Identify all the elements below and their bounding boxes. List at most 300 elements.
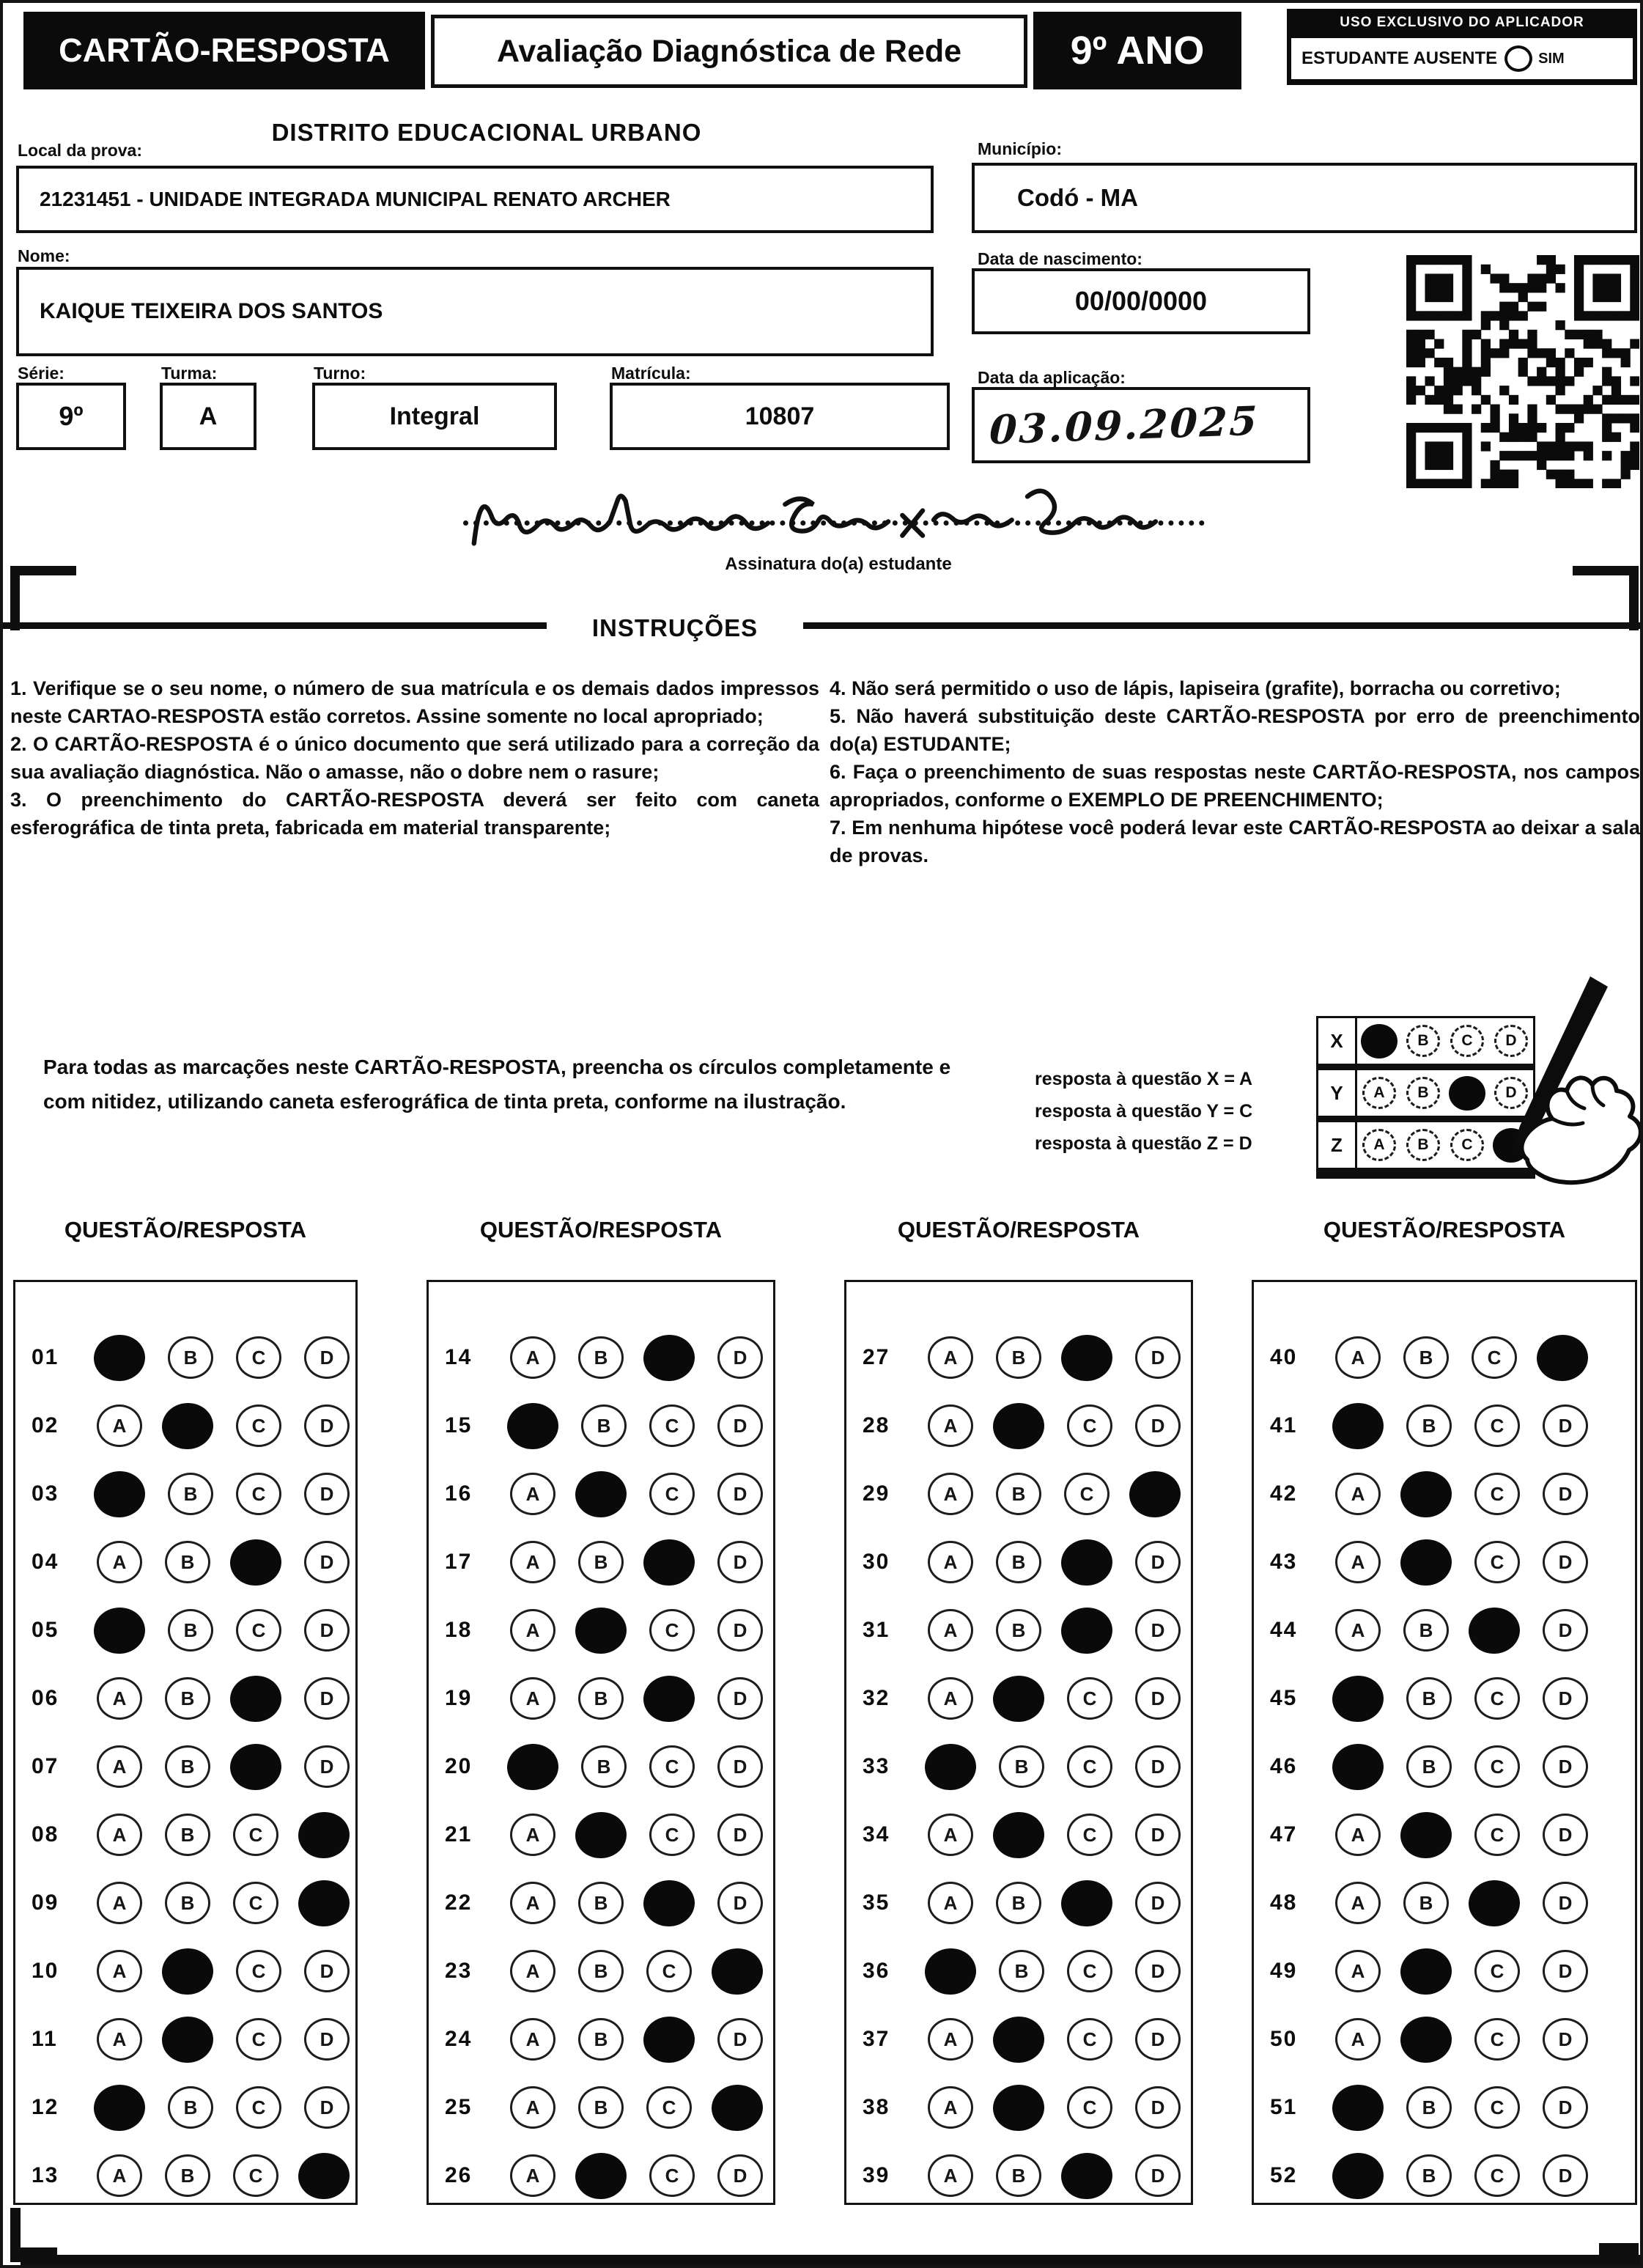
answer-bubble-filled[interactable] — [1535, 1333, 1590, 1382]
answer-bubble-filled[interactable] — [992, 1674, 1046, 1723]
answer-bubble[interactable]: C — [1474, 1814, 1520, 1856]
answer-bubble[interactable]: A — [510, 1609, 555, 1652]
answer-bubble[interactable]: A — [97, 1950, 142, 1992]
question-row — [429, 1332, 773, 1383]
answer-bubble-filled[interactable] — [1399, 1810, 1453, 1860]
answer-bubble[interactable]: B — [168, 2086, 213, 2129]
answer-bubble-filled[interactable] — [1331, 2083, 1385, 2132]
turno-field: Integral — [312, 383, 557, 450]
answer-bubble[interactable]: B — [996, 1882, 1041, 1924]
question-row — [1254, 2082, 1635, 2133]
answer-bubble[interactable]: D — [304, 1336, 350, 1379]
answer-bubble-filled[interactable] — [574, 2151, 628, 2201]
answer-bubble[interactable]: B — [165, 1882, 210, 1924]
answer-bubble[interactable]: C — [1067, 2086, 1112, 2129]
answer-bubble[interactable]: C — [236, 2018, 281, 2061]
answer-bubble[interactable]: A — [510, 2018, 555, 2061]
answer-bubble[interactable]: B — [165, 1745, 210, 1788]
example-row-label: Y — [1318, 1070, 1357, 1116]
bottom-edge-bar — [21, 2255, 1640, 2267]
marking-note: Para todas as marcações neste CARTÃO-RESPOSTA, preencha os círculos completamente e com nitidez, utilizando caneta esferográfica de tinta preta, conforme na ilustração. — [43, 1056, 951, 1113]
answer-bubble[interactable]: D — [1135, 1336, 1181, 1379]
answer-bubble-filled[interactable] — [229, 1537, 283, 1587]
answer-bubble[interactable]: D — [717, 2154, 763, 2197]
school-field: 21231451 - UNIDADE INTEGRADA MUNICIPAL RENATO ARCHER — [16, 166, 934, 233]
answer-bubble[interactable]: D — [1135, 1404, 1181, 1447]
answer-bubble[interactable]: B — [165, 1677, 210, 1720]
answer-bubble[interactable]: A — [928, 1677, 973, 1720]
question-number: 52 — [1270, 2163, 1298, 2187]
question-number: 37 — [863, 2027, 890, 2051]
answer-bubble-filled[interactable] — [992, 1810, 1046, 1860]
answer-bubble[interactable]: A — [928, 2018, 973, 2061]
answer-bubble[interactable]: B — [578, 1677, 624, 1720]
answer-bubble[interactable]: B — [996, 1336, 1041, 1379]
answer-bubble[interactable]: B — [1406, 2086, 1452, 2129]
answer-bubble[interactable]: D — [1543, 1541, 1588, 1583]
applicator-box — [1287, 9, 1637, 85]
answer-bubble[interactable]: C — [1067, 2018, 1112, 2061]
question-number: 32 — [863, 1686, 890, 1710]
answer-bubble[interactable]: B — [578, 2018, 624, 2061]
answer-bubble[interactable]: A — [1335, 2018, 1381, 2061]
question-number: 50 — [1270, 2027, 1298, 2051]
answer-bubble-filled[interactable] — [92, 1469, 147, 1519]
answer-bubble[interactable]: D — [1543, 1609, 1588, 1652]
answer-bubble[interactable]: A — [510, 1950, 555, 1992]
answer-bubble[interactable]: B — [165, 2154, 210, 2197]
answer-bubble[interactable]: A — [928, 2086, 973, 2129]
answer-bubble-filled[interactable] — [160, 2014, 215, 2064]
instruction-item: 6. Faça o preenchimento de suas respostas neste CARTÃO-RESPOSTA, nos campos apropriados, conforme o EXEMPLO DE PREENCHIMENTO; — [830, 761, 1640, 811]
serie-field: 9º — [16, 383, 126, 450]
name-label: Nome: — [18, 246, 70, 265]
turma-label: Turma: — [161, 364, 218, 383]
question-number: 48 — [1270, 1890, 1298, 1915]
answer-bubble[interactable]: C — [649, 1473, 695, 1515]
answer-bubble[interactable]: C — [1472, 1336, 1517, 1379]
answer-bubble[interactable]: A — [928, 1473, 973, 1515]
application-date-handwritten: 03.09.2025 — [988, 397, 1260, 454]
answer-bubble[interactable]: C — [646, 2086, 692, 2129]
instruction-item: 1. Verifique se o seu nome, o número de sua matrícula e os demais dados impressos neste CARTAO-RESPOSTA estão corretos. Assine somente no local apropriado; — [10, 677, 819, 727]
question-number: 38 — [863, 2095, 890, 2119]
matricula-field: 10807 — [610, 383, 950, 450]
answer-bubble-filled[interactable] — [923, 1742, 978, 1792]
answer-bubble[interactable]: A — [97, 2018, 142, 2061]
answer-bubble[interactable]: B — [578, 1882, 624, 1924]
answer-bubble[interactable]: C — [1067, 1814, 1112, 1856]
municipality-field: Codó - MA — [972, 163, 1637, 233]
answer-bubble[interactable]: C — [1067, 1950, 1112, 1992]
answer-bubble[interactable]: A — [928, 1404, 973, 1447]
answer-bubble[interactable]: A — [928, 1882, 973, 1924]
signature-label: Assinatura do(a) estudante — [725, 554, 952, 574]
answer-bubble[interactable]: B — [578, 2086, 624, 2129]
example-bubble: A — [1362, 1077, 1396, 1109]
answer-bubble-filled[interactable] — [1331, 1674, 1385, 1723]
absent-mark-circle[interactable] — [1504, 45, 1532, 72]
answer-bubble[interactable]: D — [304, 1609, 350, 1652]
question-number: 04 — [32, 1550, 59, 1574]
answer-bubble[interactable]: A — [1335, 1609, 1381, 1652]
answer-bubble[interactable]: C — [1474, 2154, 1520, 2197]
answer-bubble[interactable]: D — [1543, 2086, 1588, 2129]
answer-bubble[interactable]: D — [717, 1814, 763, 1856]
answer-bubble[interactable]: A — [97, 1814, 142, 1856]
answer-bubble-filled[interactable] — [923, 1946, 978, 1996]
answer-bubble[interactable]: D — [1543, 1950, 1588, 1992]
answer-bubble[interactable]: D — [304, 1473, 350, 1515]
question-row — [15, 1945, 355, 1997]
answer-bubble-filled[interactable] — [229, 1742, 283, 1792]
answer-bubble[interactable]: C — [233, 1882, 278, 1924]
answer-bubble[interactable]: A — [1335, 1814, 1381, 1856]
example-row-label: Z — [1318, 1122, 1357, 1168]
answer-bubble[interactable]: C — [1474, 1677, 1520, 1720]
answer-bubble[interactable]: A — [510, 2086, 555, 2129]
answer-bubble[interactable]: D — [304, 1541, 350, 1583]
answer-bubble[interactable]: A — [928, 1336, 973, 1379]
question-row — [1254, 1945, 1635, 1997]
answer-bubble[interactable]: B — [165, 1814, 210, 1856]
answer-bubble[interactable]: C — [236, 2086, 281, 2129]
question-row — [846, 1468, 1191, 1520]
corner-mark-top-left — [10, 566, 76, 575]
column-header: QUESTÃO/RESPOSTA — [897, 1217, 1140, 1242]
answer-bubble[interactable]: C — [649, 1404, 695, 1447]
question-number: 29 — [863, 1481, 890, 1506]
answer-bubble[interactable]: D — [1543, 1404, 1588, 1447]
answer-bubble-filled[interactable] — [297, 1878, 351, 1928]
question-row — [15, 1809, 355, 1860]
answer-bubble[interactable]: D — [1543, 1745, 1588, 1788]
answer-bubble-filled[interactable] — [574, 1469, 628, 1519]
answer-bubble[interactable]: A — [928, 1541, 973, 1583]
answer-bubble[interactable]: A — [928, 1609, 973, 1652]
answer-bubble[interactable]: D — [717, 1745, 763, 1788]
question-row — [846, 1605, 1191, 1656]
answer-bubble[interactable]: D — [1135, 2154, 1181, 2197]
question-row — [15, 1605, 355, 1656]
question-row — [15, 1536, 355, 1588]
answer-bubble[interactable]: B — [168, 1336, 213, 1379]
answer-bubble[interactable]: D — [1135, 1882, 1181, 1924]
answer-bubble-filled[interactable] — [992, 2083, 1046, 2132]
answer-bubble[interactable]: D — [1543, 1677, 1588, 1720]
question-row — [1254, 1468, 1635, 1520]
answer-bubble[interactable]: A — [510, 1336, 555, 1379]
answer-bubble-filled[interactable] — [574, 1810, 628, 1860]
instruction-item: 7. Em nenhuma hipótese você poderá levar este CARTÃO-RESPOSTA ao deixar a sala de provas. — [830, 817, 1640, 866]
answer-bubble[interactable]: A — [97, 1882, 142, 1924]
question-row — [15, 1673, 355, 1724]
answer-bubble[interactable]: D — [1135, 2086, 1181, 2129]
answer-bubble[interactable]: A — [928, 2154, 973, 2197]
answer-bubble-filled[interactable] — [642, 1333, 696, 1382]
example-bubble: C — [1450, 1129, 1484, 1161]
answer-bubble[interactable]: B — [996, 1609, 1041, 1652]
answer-bubble[interactable]: A — [1335, 1950, 1381, 1992]
answer-bubble-filled[interactable] — [1467, 1605, 1521, 1655]
answer-bubble[interactable]: C — [649, 1814, 695, 1856]
answer-bubble[interactable]: B — [1406, 1745, 1452, 1788]
answer-bubble[interactable]: D — [304, 2086, 350, 2129]
answer-bubble[interactable]: B — [996, 2154, 1041, 2197]
answer-bubble[interactable]: C — [1067, 1404, 1112, 1447]
question-number: 12 — [32, 2095, 59, 2119]
instructions-rule-left — [3, 622, 547, 629]
answer-bubble[interactable]: D — [1543, 1814, 1588, 1856]
answer-bubble-filled[interactable] — [1399, 1469, 1453, 1519]
answer-bubble[interactable]: C — [1474, 2086, 1520, 2129]
answer-bubble[interactable]: B — [578, 1950, 624, 1992]
question-number: 17 — [445, 1550, 473, 1574]
answer-bubble-filled[interactable] — [506, 1401, 560, 1451]
answer-bubble[interactable]: C — [233, 1814, 278, 1856]
answer-bubble[interactable]: C — [1064, 1473, 1110, 1515]
answer-bubble[interactable]: D — [717, 1336, 763, 1379]
answer-bubble[interactable]: C — [1474, 1473, 1520, 1515]
answer-bubble[interactable]: A — [510, 1677, 555, 1720]
answer-bubble[interactable]: C — [1474, 1950, 1520, 1992]
answer-bubble[interactable]: C — [236, 1404, 281, 1447]
answer-bubble[interactable]: B — [1406, 1404, 1452, 1447]
answer-bubble-filled[interactable] — [1060, 1537, 1114, 1587]
answer-bubble-filled[interactable] — [160, 1401, 215, 1451]
answer-bubble[interactable]: A — [97, 1541, 142, 1583]
answer-bubble[interactable]: C — [649, 1609, 695, 1652]
answer-bubble[interactable]: D — [304, 1677, 350, 1720]
answer-bubble[interactable]: C — [649, 2154, 695, 2197]
example-bubble: D — [1494, 1025, 1528, 1057]
answer-bubble[interactable]: B — [165, 1541, 210, 1583]
answer-bubble[interactable]: D — [717, 1882, 763, 1924]
answer-bubble-filled[interactable] — [642, 2014, 696, 2064]
answer-bubble[interactable]: B — [1403, 1609, 1449, 1652]
answer-bubble[interactable]: B — [999, 1950, 1044, 1992]
answer-bubble-filled[interactable] — [710, 2083, 764, 2132]
question-number: 18 — [445, 1618, 473, 1642]
question-number: 43 — [1270, 1550, 1298, 1574]
answer-bubble[interactable]: A — [1335, 1541, 1381, 1583]
answer-bubble[interactable]: D — [1543, 1882, 1588, 1924]
answer-bubble[interactable]: A — [97, 1404, 142, 1447]
answer-bubble[interactable]: A — [1335, 1473, 1381, 1515]
answer-bubble[interactable]: D — [717, 2018, 763, 2061]
answer-bubble[interactable]: D — [1135, 1677, 1181, 1720]
answer-bubble[interactable]: B — [999, 1745, 1044, 1788]
turma-field: A — [160, 383, 256, 450]
answer-bubble[interactable]: B — [168, 1473, 213, 1515]
question-number: 33 — [863, 1754, 890, 1778]
answer-bubble-filled[interactable] — [1467, 1878, 1521, 1928]
answer-bubble-filled[interactable] — [642, 1537, 696, 1587]
answer-bubble-filled[interactable] — [506, 1742, 560, 1792]
answer-bubble[interactable]: B — [581, 1404, 627, 1447]
corner-mark-top-left-stem — [10, 566, 20, 630]
signature-line — [463, 520, 1205, 526]
question-row — [846, 1332, 1191, 1383]
absent-option-label: SIM — [1538, 50, 1565, 67]
answer-bubble[interactable]: C — [236, 1950, 281, 1992]
question-number: 36 — [863, 1959, 890, 1983]
answer-bubble-filled[interactable] — [1399, 1537, 1453, 1587]
answer-bubble[interactable]: A — [97, 1745, 142, 1788]
answer-bubble[interactable]: A — [510, 1473, 555, 1515]
answer-bubble-filled[interactable] — [1331, 2151, 1385, 2201]
answer-bubble[interactable]: D — [1135, 2018, 1181, 2061]
instruction-item: 2. O CARTÃO-RESPOSTA é o único documento que será utilizado para a correção da sua avaliação diagnóstica. Não o amasse, não o dobre nem o rasure; — [10, 733, 819, 783]
answer-bubble[interactable]: C — [1474, 2018, 1520, 2061]
answer-bubble[interactable]: A — [510, 2154, 555, 2197]
example-bubble: B — [1406, 1077, 1440, 1109]
answer-bubble-filled[interactable] — [1331, 1401, 1385, 1451]
question-row — [846, 2150, 1191, 2201]
application-date-label: Data da aplicação: — [978, 368, 1126, 387]
answer-bubble-filled[interactable] — [574, 1605, 628, 1655]
answer-bubble[interactable]: D — [1135, 1950, 1181, 1992]
question-row — [15, 2014, 355, 2065]
answer-bubble[interactable]: D — [717, 1473, 763, 1515]
example-row-label: X — [1318, 1018, 1357, 1064]
answer-bubble[interactable]: D — [1543, 2018, 1588, 2061]
question-row — [429, 2150, 773, 2201]
question-row — [429, 1877, 773, 1929]
answer-bubble[interactable]: D — [1135, 1745, 1181, 1788]
question-row — [1254, 1400, 1635, 1451]
answer-bubble[interactable]: A — [1335, 1336, 1381, 1379]
answer-bubble[interactable]: B — [1406, 1677, 1452, 1720]
question-number: 26 — [445, 2163, 473, 2187]
answer-bubble[interactable]: A — [510, 1541, 555, 1583]
answer-bubble[interactable]: D — [304, 2018, 350, 2061]
question-number: 01 — [32, 1345, 59, 1369]
answer-bubble-filled[interactable] — [1060, 1605, 1114, 1655]
answer-bubble[interactable]: B — [578, 1541, 624, 1583]
answer-bubble-filled[interactable] — [297, 2151, 351, 2201]
question-number: 20 — [445, 1754, 473, 1778]
answer-bubble[interactable]: A — [510, 1882, 555, 1924]
question-row — [1254, 1741, 1635, 1792]
answer-bubble[interactable]: C — [236, 1336, 281, 1379]
answer-bubble[interactable]: B — [996, 1473, 1041, 1515]
answer-bubble[interactable]: C — [1474, 1541, 1520, 1583]
question-row — [429, 1468, 773, 1520]
answer-bubble[interactable]: D — [1135, 1541, 1181, 1583]
answer-bubble[interactable]: D — [1543, 1473, 1588, 1515]
question-number: 23 — [445, 1959, 473, 1983]
answer-bubble[interactable]: D — [1135, 1609, 1181, 1652]
answer-bubble[interactable]: D — [1543, 2154, 1588, 2197]
question-row — [1254, 1605, 1635, 1656]
answer-bubble-filled[interactable] — [710, 1946, 764, 1996]
answer-bubble[interactable]: C — [649, 1745, 695, 1788]
answer-bubble[interactable]: C — [1067, 1745, 1112, 1788]
question-number: 30 — [863, 1550, 890, 1574]
question-row — [15, 1877, 355, 1929]
answer-bubble[interactable]: B — [1403, 1336, 1449, 1379]
example-bubble: B — [1406, 1129, 1440, 1161]
answer-bubble-filled[interactable] — [1060, 1333, 1114, 1382]
answer-bubble[interactable]: D — [304, 1950, 350, 1992]
answer-bubble[interactable]: D — [304, 1404, 350, 1447]
answer-bubble[interactable]: A — [510, 1814, 555, 1856]
answer-bubble[interactable]: D — [717, 1541, 763, 1583]
column-header: QUESTÃO/RESPOSTA — [479, 1217, 723, 1242]
question-row — [429, 1536, 773, 1588]
answer-bubble-filled[interactable] — [1060, 1878, 1114, 1928]
answer-bubble[interactable]: A — [97, 2154, 142, 2197]
answer-bubble[interactable]: B — [996, 1541, 1041, 1583]
answer-bubble[interactable]: B — [581, 1745, 627, 1788]
answer-bubble[interactable]: D — [1135, 1814, 1181, 1856]
answer-bubble[interactable]: D — [304, 1745, 350, 1788]
corner-mark-top-right-stem — [1629, 566, 1639, 630]
instruction-item: 5. Não haverá substituição deste CARTÃO-RESPOSTA por erro de preenchimento do(a) ESTUDANTE; — [830, 705, 1640, 755]
answer-bubble-filled[interactable] — [992, 1401, 1046, 1451]
answer-bubble-filled[interactable] — [1331, 1742, 1385, 1792]
answer-bubble[interactable]: A — [97, 1677, 142, 1720]
question-row — [846, 1673, 1191, 1724]
answer-bubble-filled[interactable] — [92, 1333, 147, 1382]
question-row — [846, 1809, 1191, 1860]
answer-bubble-filled[interactable] — [92, 1605, 147, 1655]
answer-bubble[interactable]: C — [236, 1473, 281, 1515]
answer-bubble-filled[interactable] — [992, 2014, 1046, 2064]
answer-bubble-filled[interactable] — [1128, 1469, 1182, 1519]
question-row — [429, 2082, 773, 2133]
answer-bubble[interactable]: B — [1406, 2154, 1452, 2197]
answer-bubble[interactable]: C — [1067, 1677, 1112, 1720]
question-row — [846, 2082, 1191, 2133]
answer-bubble[interactable]: B — [578, 1336, 624, 1379]
answer-bubble[interactable]: B — [168, 1609, 213, 1652]
instructions-left-column — [10, 674, 819, 842]
answer-bubble-filled[interactable] — [229, 1674, 283, 1723]
question-number: 24 — [445, 2027, 473, 2051]
answer-bubble-filled[interactable] — [1399, 1946, 1453, 1996]
answer-bubble[interactable]: C — [1474, 1745, 1520, 1788]
answer-bubble[interactable]: C — [646, 1950, 692, 1992]
instruction-item: 4. Não será permitido o uso de lápis, lapiseira (grafite), borracha ou corretivo; — [830, 677, 1561, 699]
answer-bubble-filled[interactable] — [642, 1878, 696, 1928]
answer-bubble[interactable]: B — [1403, 1882, 1449, 1924]
question-number: 35 — [863, 1890, 890, 1915]
answer-bubble[interactable]: A — [1335, 1882, 1381, 1924]
answer-bubble[interactable]: D — [717, 1677, 763, 1720]
answer-bubble-filled[interactable] — [160, 1946, 215, 1996]
question-number: 16 — [445, 1481, 473, 1506]
answer-bubble-filled[interactable] — [297, 1810, 351, 1860]
question-row — [846, 2014, 1191, 2065]
answer-bubble[interactable]: C — [1474, 1404, 1520, 1447]
answer-bubble[interactable]: A — [928, 1814, 973, 1856]
question-number: 44 — [1270, 1618, 1298, 1642]
question-number: 42 — [1270, 1481, 1298, 1506]
answer-bubble-filled[interactable] — [642, 1674, 696, 1723]
answer-bubble[interactable]: C — [236, 1609, 281, 1652]
answer-bubble-filled[interactable] — [92, 2083, 147, 2132]
question-row — [1254, 1332, 1635, 1383]
question-row — [1254, 2150, 1635, 2201]
answer-bubble[interactable]: D — [717, 1404, 763, 1447]
answer-bubble[interactable]: C — [233, 2154, 278, 2197]
answer-bubble-filled[interactable] — [1399, 2014, 1453, 2064]
answer-bubble-filled[interactable] — [1060, 2151, 1114, 2201]
answer-bubble[interactable]: D — [717, 1609, 763, 1652]
question-number: 09 — [32, 1890, 59, 1915]
